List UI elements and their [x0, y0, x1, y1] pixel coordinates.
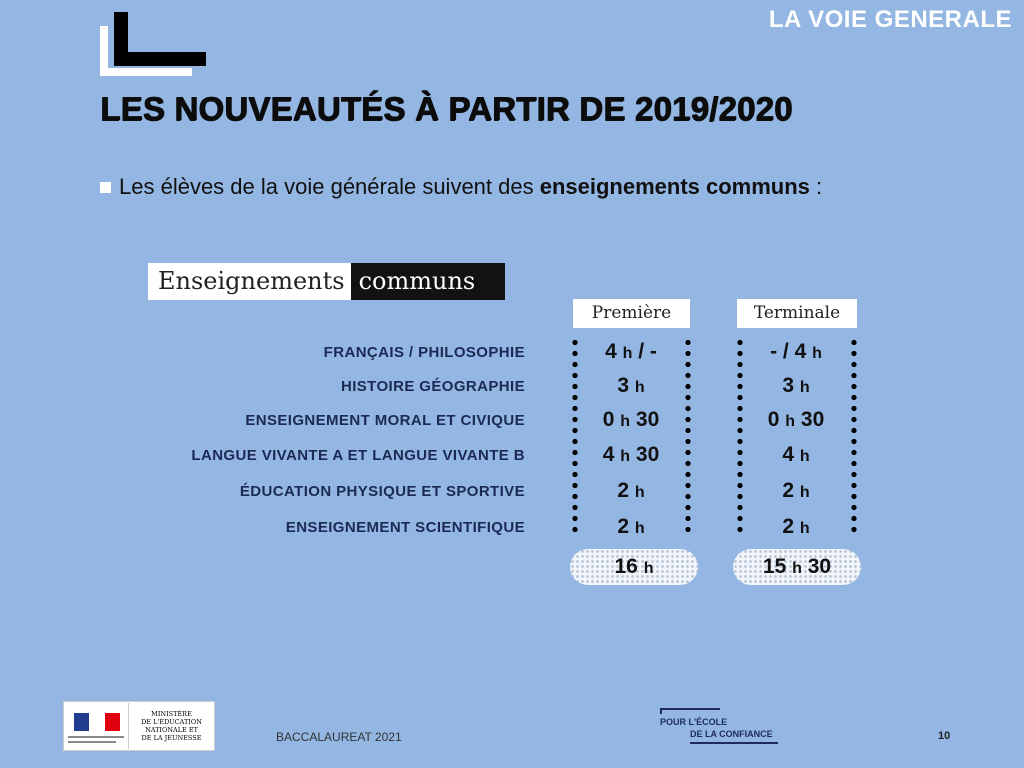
table-heading [148, 263, 505, 300]
row-label: ÉDUCATION PHYSIQUE ET SPORTIVE [239, 483, 525, 500]
row-label: HISTOIRE GÉOGRAPHIE [340, 378, 525, 395]
hours-terminale: 3 h [782, 374, 810, 397]
slide-title: LES NOUVEAUTÉS À PARTIR DE 2019/2020 [100, 90, 793, 127]
column-header-terminale: Terminale [737, 299, 857, 328]
row-label: FRANÇAIS / PHILOSOPHIE [323, 344, 525, 361]
square-bullet-icon [100, 182, 111, 193]
hours-terminale: 0 h 30 [767, 408, 825, 431]
hours-premiere: 4 h / - [605, 340, 657, 363]
hours-terminale: 2 h [782, 515, 810, 538]
row-label: ENSEIGNEMENT SCIENTIFIQUE [285, 519, 525, 536]
footer-bac-label: BACCALAUREAT 2021 [276, 730, 402, 744]
intro-text-bold: enseignements communs [539, 174, 810, 199]
row-label: ENSEIGNEMENT MORAL ET CIVIQUE [245, 412, 525, 429]
total-terminale: 15 h 30 [733, 549, 861, 585]
corner-bracket-logo [96, 12, 216, 70]
row-label: LANGUE VIVANTE A ET LANGUE VIVANTE B [191, 447, 525, 464]
hours-terminale: 2 h [782, 479, 810, 502]
intro-text-after: : [809, 174, 823, 199]
dotted-divider [572, 337, 578, 537]
hours-premiere: 4 h 30 [602, 443, 660, 466]
hours-premiere: 0 h 30 [602, 408, 660, 431]
ministry-logo [63, 701, 215, 751]
total-premiere: 16 h [570, 549, 698, 585]
page-number: 10 [938, 730, 951, 742]
dotted-divider [737, 337, 743, 537]
column-header-premiere: Première [573, 299, 690, 328]
intro-text-before: Les élèves de la voie générale suivent des [119, 174, 540, 199]
hours-terminale: - / 4 h [770, 340, 822, 363]
dotted-divider [851, 337, 857, 537]
table-heading-light: Enseignements [148, 263, 351, 300]
section-tag: LA VOIE GENERALE [768, 6, 1012, 33]
ecole-confiance-logo: POUR L'ÉCOLE DE LA CONFIANCE [660, 708, 785, 750]
hours-terminale: 4 h [782, 443, 810, 466]
hours-premiere: 2 h [617, 515, 645, 538]
dotted-divider [685, 337, 691, 537]
marianne-flag-icon [64, 703, 129, 749]
ministry-name: MINISTÈRE DE L'ÉDUCATION NATIONALE ET DE LA JEUNESSE [141, 710, 202, 742]
hours-premiere: 2 h [617, 479, 645, 502]
intro-paragraph [100, 174, 822, 200]
table-heading-dark: communs [351, 263, 506, 300]
hours-premiere: 3 h [617, 374, 645, 397]
